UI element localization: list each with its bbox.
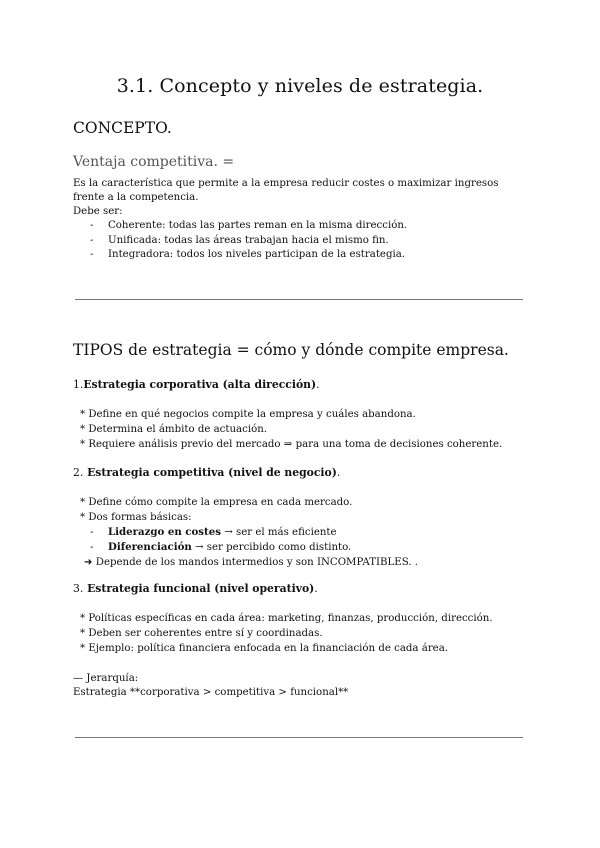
- debe-ser-list: [90, 219, 407, 263]
- concepto-paragraph: Es la característica que permite a la empresa reducir costes o maximizar ingresos frente a la competencia.: [73, 178, 499, 203]
- jerarquia-value: Estrategia **corporativa > competitiva > funcional**: [73, 687, 349, 698]
- sub-list: [80, 525, 418, 555]
- list-item: * Determina el ámbito de actuación.: [80, 424, 268, 435]
- sub-item: - Liderazgo en costes → ser el más eficiente: [90, 526, 337, 538]
- tipos-heading: TIPOS de estrategia = cómo y dónde compite empresa.: [73, 341, 509, 359]
- list-item: * Requiere análisis previo del mercado ⇒ para una toma de decisiones coherente.: [80, 439, 503, 450]
- page-title: 3.1. Concepto y niveles de estrategia.: [116, 75, 484, 97]
- list-item: * Define cómo compite la empresa en cada mercado.: [80, 497, 353, 508]
- list-item: * Define en qué negocios compite la empresa y cuáles abandona.: [80, 409, 416, 420]
- list-item: - Coherente: todas las partes reman en la misma dirección.: [90, 220, 408, 231]
- divider: [75, 737, 523, 738]
- jerarquia-label: — Jerarquía:: [73, 673, 139, 684]
- list-item: [80, 525, 418, 555]
- concepto-heading: CONCEPTO.: [73, 119, 172, 137]
- ventaja-subheading: Ventaja competitiva. =: [73, 154, 235, 170]
- note: ➜ Depende de los mandos intermedios y son INCOMPATIBLES. .: [84, 557, 419, 568]
- list-item: * Dos formas básicas:: [80, 512, 192, 523]
- list-item: - Unificada: todas las áreas trabajan hacia el mismo fin.: [90, 234, 389, 246]
- section-3-list: [80, 611, 493, 656]
- divider: [75, 299, 523, 300]
- section-2-list: [80, 495, 418, 570]
- section-3-heading: 3. Estrategia funcional (nivel operativo).: [73, 582, 318, 595]
- section-1-list: [80, 407, 502, 452]
- list-item: * Deben ser coherentes entre sí y coordinadas.: [80, 628, 323, 639]
- section-1-heading: 1.Estrategia corporativa (alta dirección).: [73, 378, 320, 391]
- list-item: * Políticas específicas en cada área: marketing, finanzas, producción, dirección.: [80, 613, 493, 624]
- list-item: - Integradora: todos los niveles participan de la estrategia.: [90, 249, 406, 260]
- section-2-heading: 2. Estrategia competitiva (nivel de negocio).: [73, 466, 341, 479]
- debe-ser-label: Debe ser:: [73, 206, 123, 217]
- sub-item: - Diferenciación → ser percibido como distinto.: [90, 541, 352, 553]
- list-item: * Ejemplo: política financiera enfocada en la financiación de cada área.: [80, 643, 449, 654]
